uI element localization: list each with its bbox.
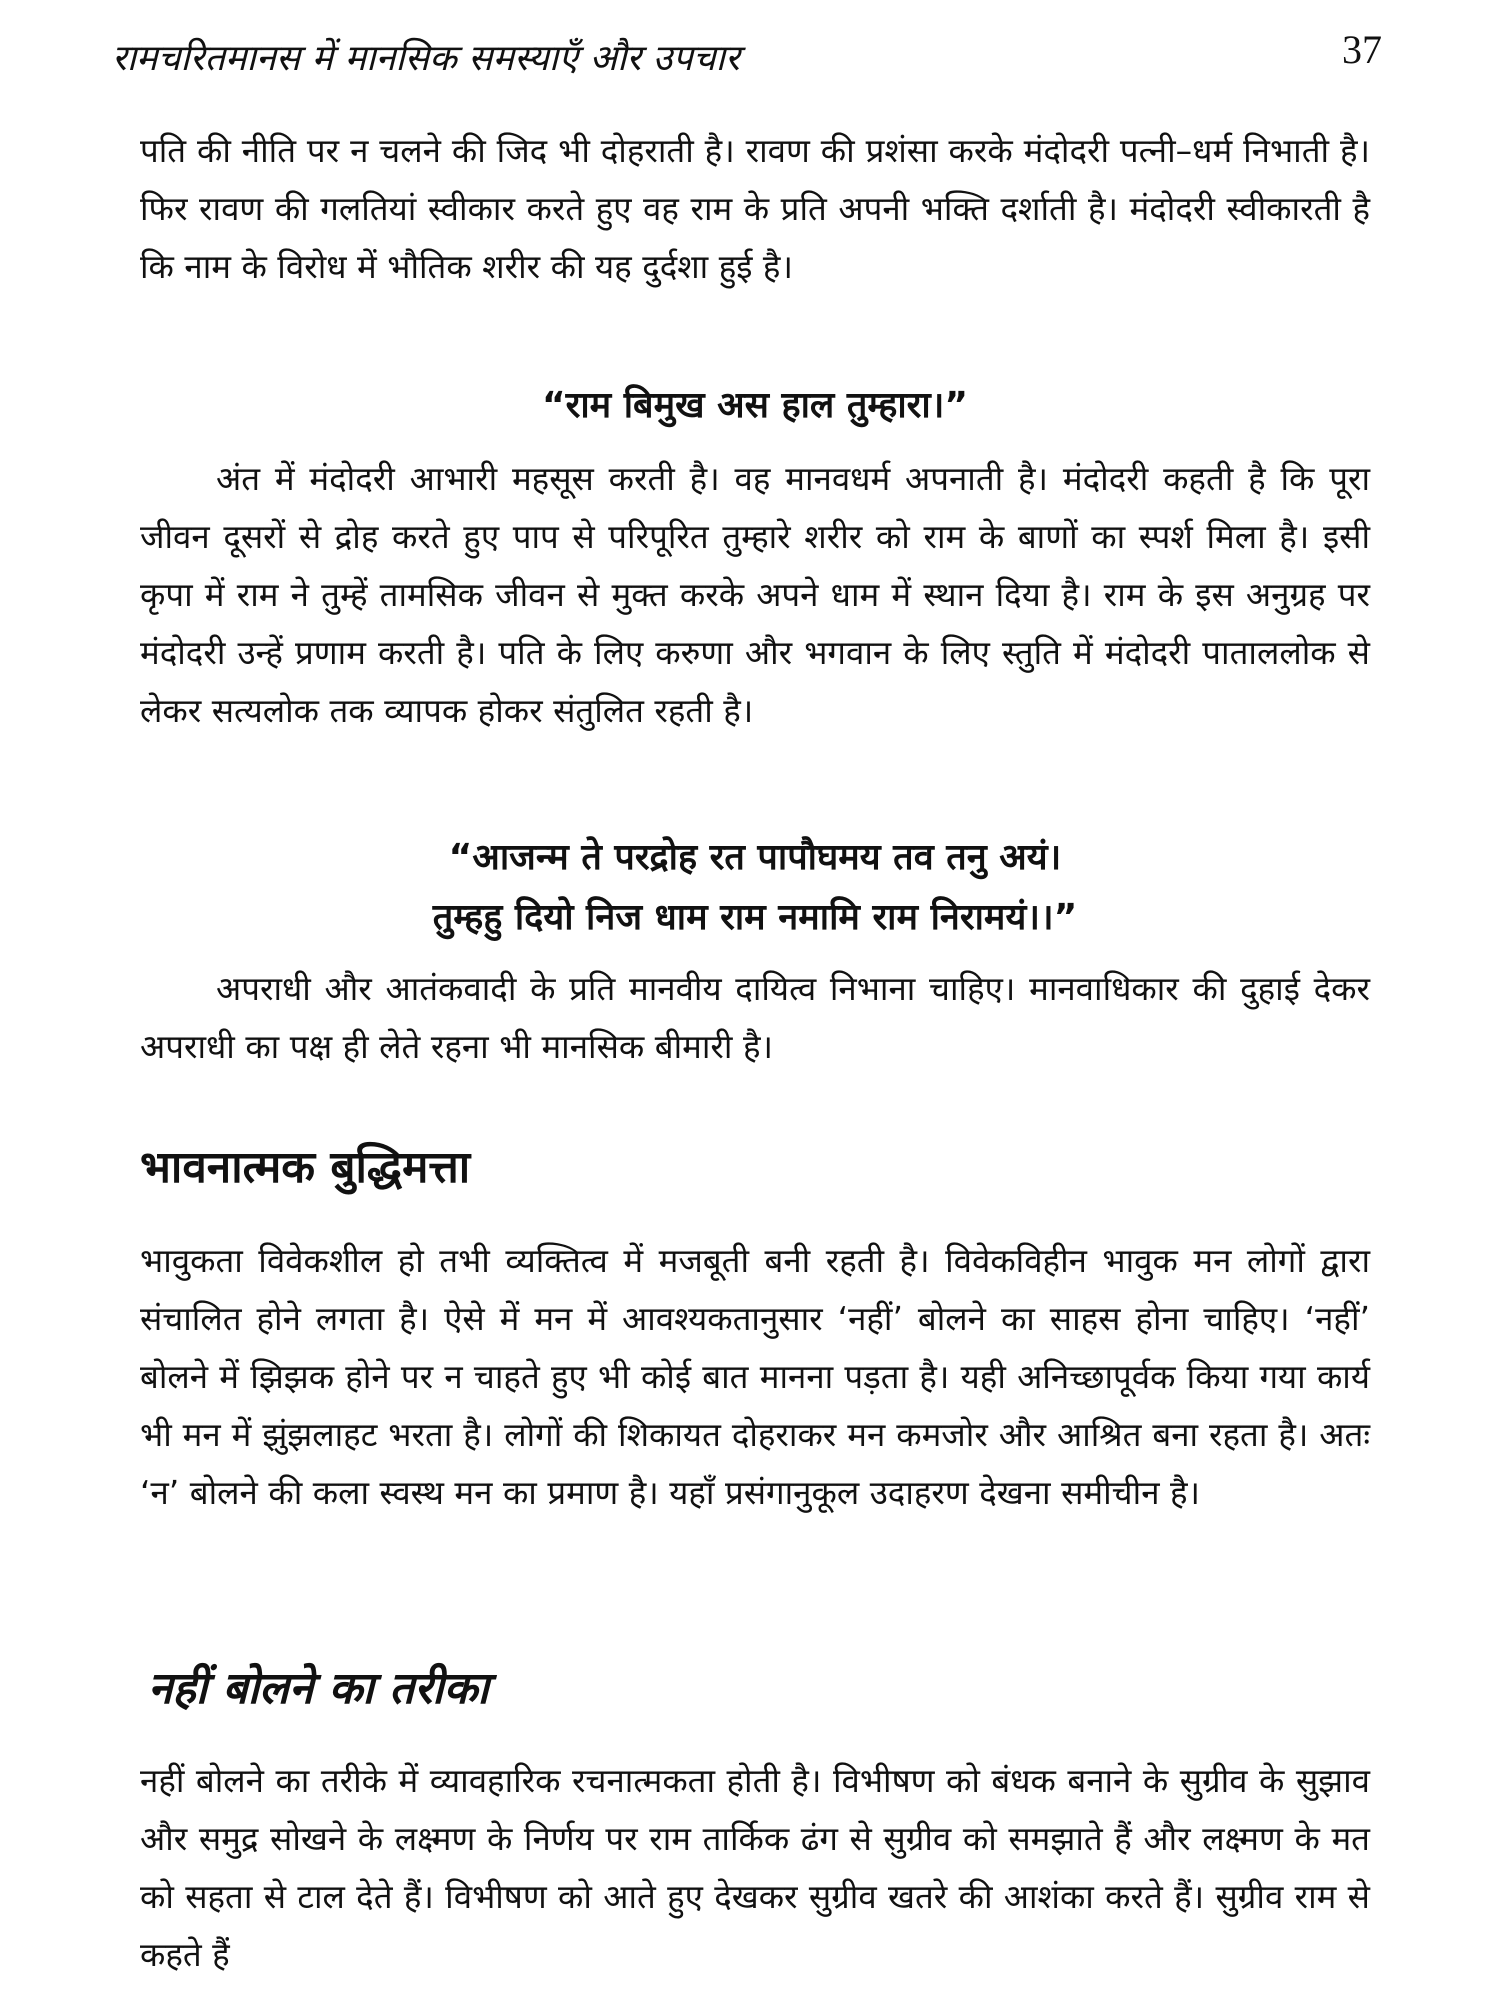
section-subheading-saying-no: नहीं बोलने का तरीका [148,1663,489,1714]
header-title: रामचरितमानस में मानसिक समस्याएँ और उपचार [112,38,740,79]
quote-line-1: “आजन्म ते परद्रोह रत पापौघमय तव तनु अयं। [448,837,1062,878]
section-heading-emotional-intelligence: भावनात्मक बुद्धिमत्ता [140,1142,471,1193]
quote-line: “राम बिमुख अस हाल तुम्हारा।” [541,385,969,426]
paragraph-mandodari-devotion: पति की नीति पर न चलने की जिद भी दोहराती है। रावण की प्रशंसा करके मंदोदरी पत्नी–धर्म निभाती है। फिर रावण की गलतियां स्वीकार करते हुए वह राम के प्रति अपनी भक्ति दर्शाती है। मंदोदरी स्वीकारती है कि नाम के विरोध में भौतिक शरीर की यह दुर्दशा हुई है। [140,131,1370,286]
page-number: 37 [1342,27,1382,72]
quote-line-2: तुम्हहु दियो निज धाम राम नमामि राम निरामयं।।” [432,897,1078,938]
paragraph-saying-no: नहीं बोलने का तरीके में व्यावहारिक रचनात्मकता होती है। विभीषण को बंधक बनाने के सुग्रीव के सुझाव और समुद्र सोखने के लक्ष्मण के निर्णय पर राम तार्किक ढंग से सुग्रीव को समझाते हैं और लक्ष्मण के मत को सहता से टाल देते हैं। विभीषण को आते हुए देखकर सुग्रीव खतरे की आशंका करते हैं। सुग्रीव राम से कहते हैं [140,1761,1370,1974]
running-header [112,26,1382,96]
paragraph-emotional-intelligence: भावुकता विवेकशील हो तभी व्यक्तित्व में मजबूती बनी रहती है। विवेकविहीन भावुक मन लोगों द्वारा संचालित होने लगता है। ऐसे में मन में आवश्यकतानुसार ‘नहीं’ बोलने का साहस होना चाहिए। ‘नहीं’ बोलने में झिझक होने पर न चाहते हुए भी कोई बात मानना पड़ता है। यही अनिच्छापूर्वक किया गया कार्य भी मन में झुंझलाहट भरता है। लोगों की शिकायत दोहराकर मन कमजोर और आश्रित बना रहता है। अतः ‘न’ बोलने की कला स्वस्थ मन का प्रमाण है। यहाँ प्रसंगानुकूल उदाहरण देखना समीचीन है। [140,1241,1370,1512]
paragraph-human-rights: अपराधी और आतंकवादी के प्रति मानवीय दायित्व निभाना चाहिए। मानवाधिकार की दुहाई देकर अपराधी का पक्ष ही लेते रहना भी मानसिक बीमारी है। [140,969,1370,1066]
quote-aajanm [140,828,1370,948]
paragraph-mandodari-gratitude: अंत में मंदोदरी आभारी महसूस करती है। वह मानवधर्म अपनाती है। मंदोदरी कहती है कि पूरा जीवन दूसरों से द्रोह करते हुए पाप से परिपूरित तुम्हारे शरीर को राम के बाणों का स्पर्श मिला है। इसी कृपा में राम ने तुम्हें तामसिक जीवन से मुक्त करके अपने धाम में स्थान दिया है। राम के इस अनुग्रह पर मंदोदरी उन्हें प्रणाम करती है। पति के लिए करुणा और भगवान के लिए स्तुति में मंदोदरी पाताललोक से लेकर सत्यलोक तक व्यापक होकर संतुलित रहती है। [140,459,1370,730]
quote-ram-bimukh [140,376,1370,436]
